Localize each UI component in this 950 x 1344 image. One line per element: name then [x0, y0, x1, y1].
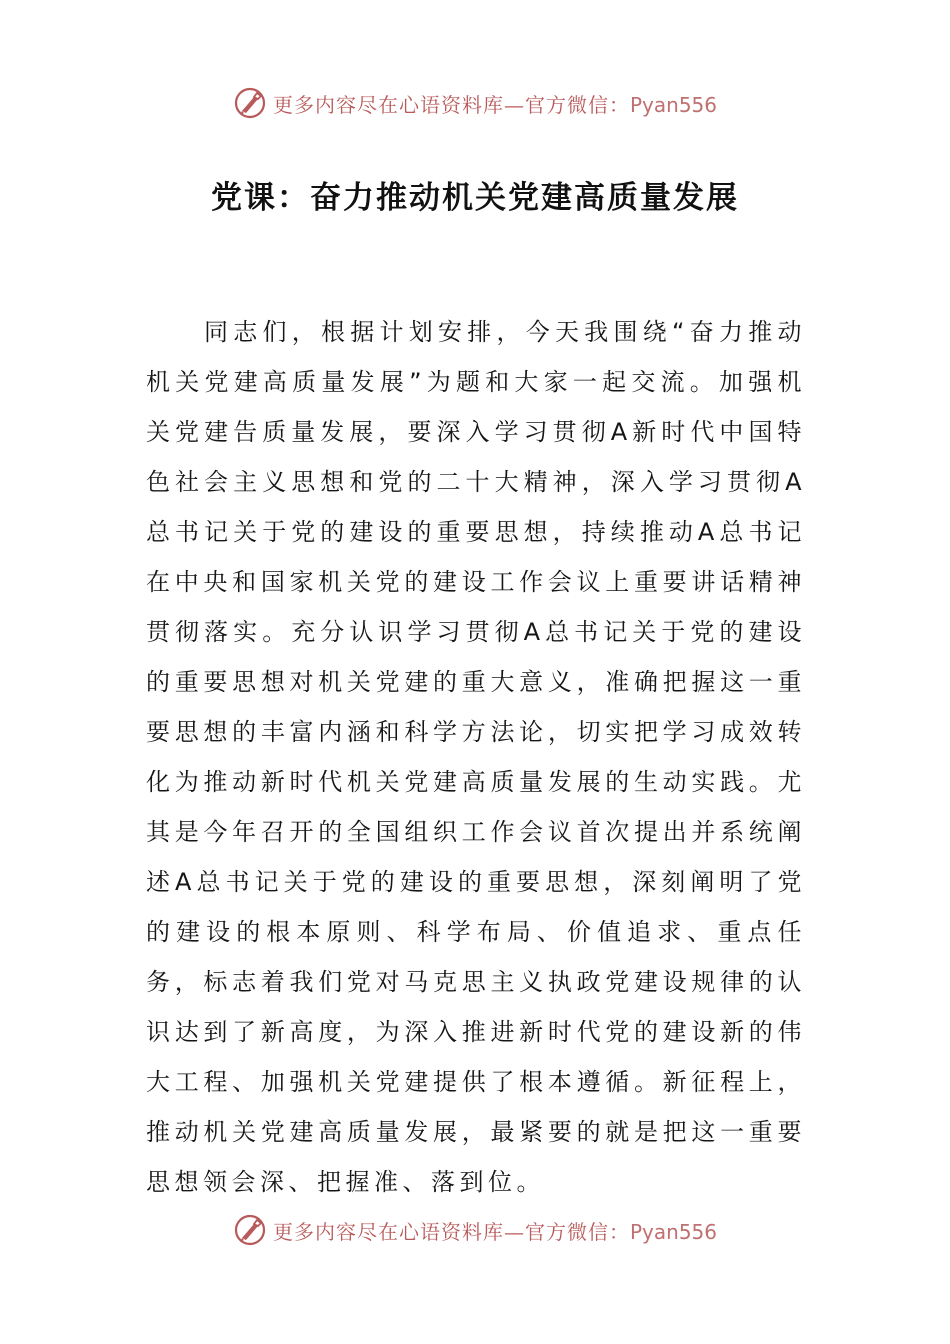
header-wechat-id: Pyan556 [629, 92, 717, 117]
footer-banner-text: 更多内容尽在心语资料库—官方微信：Pyan556 [272, 1219, 717, 1244]
header-banner-text: 更多内容尽在心语资料库—官方微信：Pyan556 [272, 92, 717, 117]
pen-nib-logo-icon [233, 1213, 267, 1247]
footer-banner [0, 1210, 950, 1250]
document-paragraph: 同志们，根据计划安排，今天我围绕“奋力推动机关党建高质量发展”为题和大家一起交流。加强机关党建告质量发展，要深入学习贯彻A新时代中国特色社会主义思想和党的二十大精神，深入学习贯彻A总书记关于党的建设的重要思想，持续推动A总书记在中央和国家机关党的建设工作会议上重要讲话精神贯彻落实。充分认识学习贯彻A总书记关于党的建设的重要思想对机关党建的重大意义，准确把握这一重要思想的丰富内涵和科学方法论，切实把学习成效转化为推动新时代机关党建高质量发展的生动实践。尤其是今年召开的全国组织工作会议首次提出并系统阐述A总书记关于党的建设的重要思想，深刻阐明了党的建设的根本原则、科学布局、价值追求、重点任务，标志着我们党对马克思主义执政党建设规律的认识达到了新高度，为深入推进新时代党的建设新的伟大工程、加强机关党建提供了根本遵循。新征程上，推动机关党建高质量发展，最紧要的就是把这一重要思想领会深、把握准、落到位。 [146, 318, 806, 1196]
pen-nib-logo-icon [233, 86, 267, 120]
header-banner [0, 83, 950, 123]
document-title: 党课：奋力推动机关党建高质量发展 [211, 180, 739, 216]
footer-wechat-id: Pyan556 [629, 1219, 717, 1244]
